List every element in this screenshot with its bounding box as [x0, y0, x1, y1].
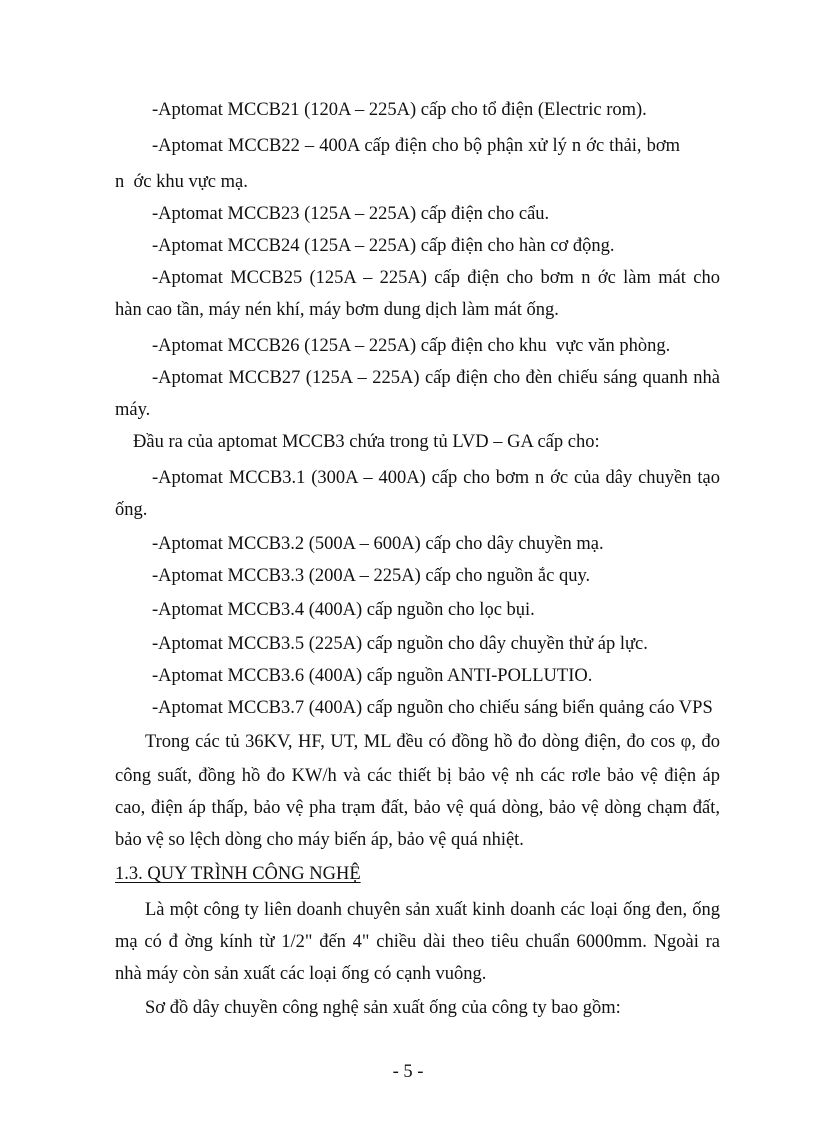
text-line: -Aptomat MCCB23 (125A – 225A) cấp điện cho cẩu. — [152, 204, 550, 224]
text-line: -Aptomat MCCB3.3 (200A – 225A) cấp cho nguồn ắc quy. — [152, 566, 591, 586]
text-line: -Aptomat MCCB3.4 (400A) cấp nguồn cho lọc bụi. — [152, 600, 535, 620]
text-line: -Aptomat MCCB21 (120A – 225A) cấp cho tổ điện (Electric rom). — [152, 100, 647, 120]
section-heading: 1.3. QUY TRÌNH CÔNG NGHỆ — [115, 864, 361, 884]
text-line: n ớc khu vực mạ. — [115, 172, 248, 192]
text-line: -Aptomat MCCB3.6 (400A) cấp nguồn ANTI-POLLUTIO. — [152, 666, 593, 686]
text-line: -Aptomat MCCB25 (125A – 225A) cấp điện cho bơm n ớc làm mát cho — [152, 268, 720, 288]
text-line: -Aptomat MCCB3.1 (300A – 400A) cấp cho bơm n ớc của dây chuyền tạo — [152, 468, 720, 488]
text-line: -Aptomat MCCB26 (125A – 225A) cấp điện cho khu vực văn phòng. — [152, 336, 671, 356]
text-line: máy. — [115, 400, 151, 420]
text-line: -Aptomat MCCB27 (125A – 225A) cấp điện cho đèn chiếu sáng quanh nhà — [152, 368, 720, 388]
text-line: -Aptomat MCCB3.5 (225A) cấp nguồn cho dây chuyền thử áp lực. — [152, 634, 648, 654]
text-line: mạ có đ ờng kính từ 1/2" đến 4" chiều dài theo tiêu chuẩn 6000mm. Ngoài ra — [115, 932, 720, 952]
text-line: cao, điện áp thấp, bảo vệ pha trạm đất, bảo vệ quá dòng, bảo vệ dòng chạm đất, — [115, 798, 720, 818]
text-line: Đầu ra của aptomat MCCB3 chứa trong tủ LVD – GA cấp cho: — [133, 432, 600, 452]
text-line: bảo vệ so lệch dòng cho máy biến áp, bảo vệ quá nhiệt. — [115, 830, 524, 850]
text-line: ống. — [115, 500, 148, 520]
text-line: Trong các tủ 36KV, HF, UT, ML đều có đồng hồ đo dòng điện, đo cos φ, đo — [145, 732, 720, 752]
text-line: công suất, đồng hồ đo KW/h và các thiết bị bảo vệ nh các rơle bảo vệ điện áp — [115, 766, 720, 786]
text-line: -Aptomat MCCB3.2 (500A – 600A) cấp cho dây chuyền mạ. — [152, 534, 604, 554]
text-line: -Aptomat MCCB3.7 (400A) cấp nguồn cho chiếu sáng biển quảng cáo VPS — [152, 698, 713, 718]
text-line: nhà máy còn sản xuất các loại ống có cạnh vuông. — [115, 964, 487, 984]
text-line: -Aptomat MCCB22 – 400A cấp điện cho bộ phận xử lý n ớc thải, bơm — [152, 136, 680, 156]
text-line: -Aptomat MCCB24 (125A – 225A) cấp điện cho hàn cơ động. — [152, 236, 615, 256]
page-number: - 5 - — [392, 1062, 424, 1082]
text-line: hàn cao tần, máy nén khí, máy bơm dung dịch làm mát ống. — [115, 300, 559, 320]
text-line: Sơ đồ dây chuyền công nghệ sản xuất ống của công ty bao gồm: — [145, 998, 621, 1018]
text-line: Là một công ty liên doanh chuyên sản xuất kinh doanh các loại ống đen, ống — [145, 900, 720, 920]
